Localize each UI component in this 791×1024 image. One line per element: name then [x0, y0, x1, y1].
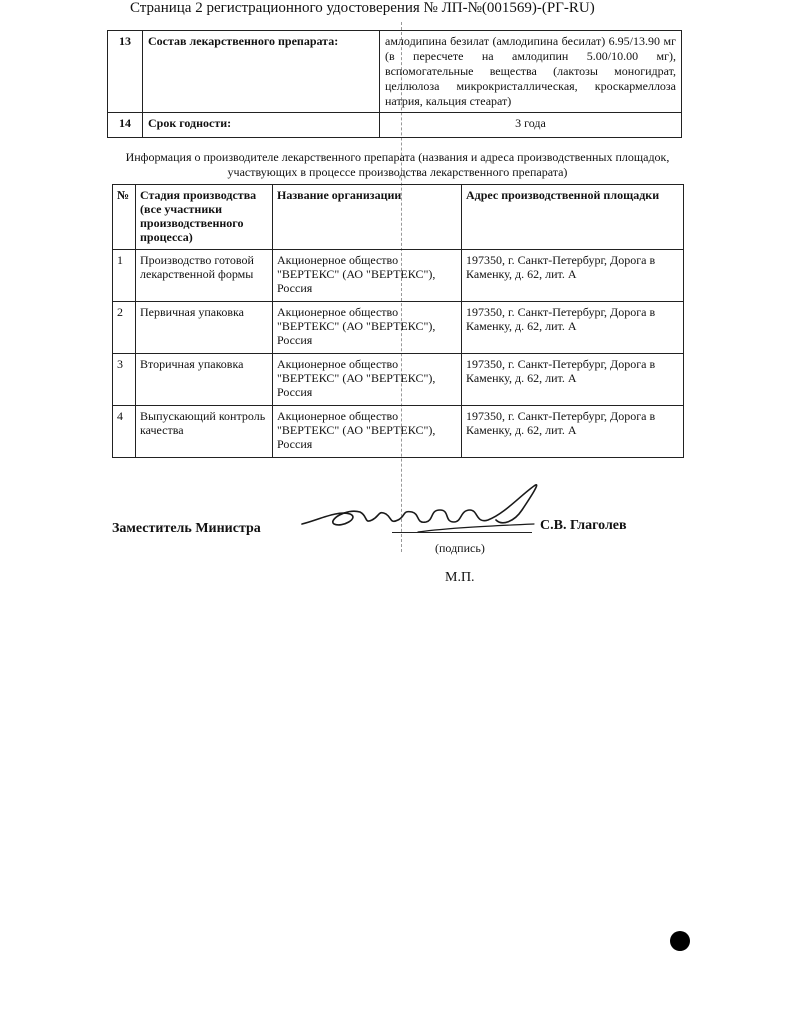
row-label: Срок годности: — [143, 113, 380, 138]
manufacturer-table — [112, 184, 684, 458]
cell-org: Акционерное общество "ВЕРТЕКС" (АО "ВЕРТЕКС"), Россия — [273, 354, 462, 406]
manufacturer-info-title: Информация о производителе лекарственного препарата (названия и адреса производственных площадок, участвующих в процессе производства лекарственного препарата) — [125, 150, 670, 179]
row-number: 13 — [108, 31, 143, 113]
hole-punch-mark — [670, 931, 690, 951]
table-row — [108, 31, 682, 113]
cell-num: 2 — [113, 302, 136, 354]
page-header: Страница 2 регистрационного удостоверения № ЛП-№(001569)-(РГ-RU) — [130, 0, 595, 16]
table-row — [113, 302, 684, 354]
row-value: амлодипина безилат (амлодипина бесилат) 6.95/13.90 мг (в пересчете на амлодипин 5.00/10.00 мг), вспомогательные вещества (лактозы моногидрат, целлюлоза микрокристаллическая, кроскармеллоза натрия, кальция стеарат) — [380, 31, 682, 113]
cell-address: 197350, г. Санкт-Петербург, Дорога в Каменку, д. 62, лит. А — [462, 250, 684, 302]
table-header-row — [113, 185, 684, 250]
row-number: 14 — [108, 113, 143, 138]
table-row — [108, 113, 682, 138]
stamp-place: М.П. — [445, 570, 475, 585]
cell-num: 4 — [113, 406, 136, 458]
table-row — [113, 250, 684, 302]
cell-stage: Выпускающий контроль качества — [136, 406, 273, 458]
row-value: 3 года — [380, 113, 682, 138]
composition-table — [107, 30, 682, 138]
signature-line — [392, 532, 532, 533]
signatory-name: С.В. Глаголев — [540, 518, 627, 533]
cell-org: Акционерное общество "ВЕРТЕКС" (АО "ВЕРТЕКС"), Россия — [273, 250, 462, 302]
cell-stage: Вторичная упаковка — [136, 354, 273, 406]
signature-block — [0, 480, 791, 600]
cell-address: 197350, г. Санкт-Петербург, Дорога в Каменку, д. 62, лит. А — [462, 354, 684, 406]
signatory-position: Заместитель Министра — [112, 521, 261, 536]
cell-address: 197350, г. Санкт-Петербург, Дорога в Каменку, д. 62, лит. А — [462, 406, 684, 458]
column-header: Название организации — [273, 185, 462, 250]
column-header: Стадия производства (все участники производственного процесса) — [136, 185, 273, 250]
signature-caption: (подпись) — [435, 541, 485, 555]
cell-address: 197350, г. Санкт-Петербург, Дорога в Каменку, д. 62, лит. А — [462, 302, 684, 354]
table-row — [113, 406, 684, 458]
cell-num: 1 — [113, 250, 136, 302]
cell-org: Акционерное общество "ВЕРТЕКС" (АО "ВЕРТЕКС"), Россия — [273, 406, 462, 458]
row-label: Состав лекарственного препарата: — [143, 31, 380, 113]
column-header: Адрес производственной площадки — [462, 185, 684, 250]
column-header: № — [113, 185, 136, 250]
table-row — [113, 354, 684, 406]
cell-stage: Первичная упаковка — [136, 302, 273, 354]
cell-stage: Производство готовой лекарственной формы — [136, 250, 273, 302]
handwritten-signature — [298, 480, 548, 540]
cell-org: Акционерное общество "ВЕРТЕКС" (АО "ВЕРТЕКС"), Россия — [273, 302, 462, 354]
cell-num: 3 — [113, 354, 136, 406]
